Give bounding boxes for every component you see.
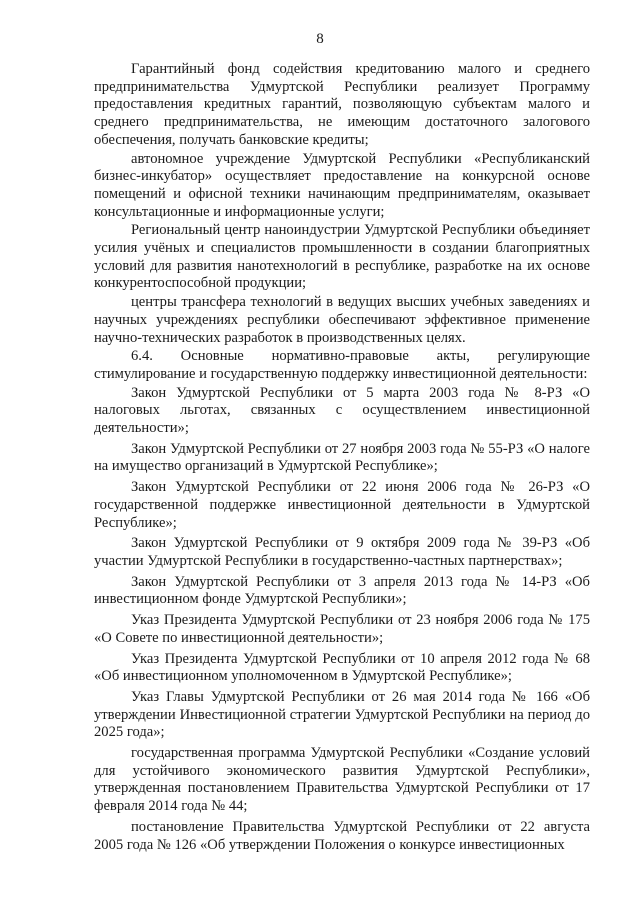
list-item-decree-68: Указ Президента Удмуртской Республики от 10 апреля 2012 года № 68 «Об инвестиционном уполномоченном в Удмуртской Республике»; — [94, 650, 590, 685]
list-item-law-39-rz: Закон Удмуртской Республики от 9 октября 2009 года № 39-РЗ «Об участии Удмуртской Республики в государственно-частных партнерствах»; — [94, 535, 590, 569]
list-item-law-14-rz: Закон Удмуртской Республики от 3 апреля 2013 года № 14-РЗ «Об инвестиционном фонде Удмуртской Республики»; — [94, 573, 590, 608]
list-item-law-55-rz: Закон Удмуртской Республики от 27 ноября 2003 года № 55-РЗ «О налоге на имущество организаций в Удмуртской Республике»; — [94, 440, 590, 475]
list-item-law-26-rz: Закон Удмуртской Республики от 22 июня 2006 года № 26-РЗ «О государственной поддержке инвестиционной деятельности в Удмуртской Республике»; — [94, 479, 590, 531]
document-body — [94, 61, 590, 854]
list-item-resolution-126: постановление Правительства Удмуртской Республики от 22 августа 2005 года № 126 «Об утверждении Положения о конкурсе инвестиционных — [94, 818, 590, 853]
list-item-law-8-rz: Закон Удмуртской Республики от 5 марта 2003 года № 8-РЗ «О налоговых льготах, связанных с осуществлением инвестиционной деятельности»; — [94, 384, 590, 437]
list-item-decree-175: Указ Президента Удмуртской Республики от 23 ноября 2006 года № 175 «О Совете по инвестиционной деятельности»; — [94, 612, 590, 646]
list-item-decree-166: Указ Главы Удмуртской Республики от 26 мая 2014 года № 166 «Об утверждении Инвестиционной стратегии Удмуртской Республики на период до 2025 года»; — [94, 688, 590, 741]
paragraph-guarantee-fund: Гарантийный фонд содействия кредитованию малого и среднего предпринимательства Удмуртской Республики реализует Программу предоставления кредитных гарантий, позволяющую субъектам малого и среднего предпринимательства, не имеющим достаточного залогового обеспечения, получать банковские кредиты; — [94, 61, 590, 148]
paragraph-nanoindustry-center: Региональный центр наноиндустрии Удмуртской Республики объединяет усилия учёных и специалистов промышленности в создании благоприятных условий для развития нанотехнологий в республике, разработке на их основе конкурентоспособной продукции; — [94, 222, 590, 292]
section-heading-6-4: 6.4. Основные нормативно-правовые акты, регулирующие стимулирование и государственную поддержку инвестиционной деятельности: — [94, 348, 590, 382]
paragraph-business-incubator: автономное учреждение Удмуртской Республики «Республиканский бизнес-инкубатор» осуществляет предоставление на конкурсной основе помещений и офисной техники начинающим предпринимателям, оказывает консультационные и информационные услуги; — [94, 150, 590, 220]
paragraph-technology-transfer: центры трансфера технологий в ведущих высших учебных заведениях и научных учреждениях республики обеспечивают эффективное применение научно-технических разработок в производственных целях. — [94, 294, 590, 346]
page-number: 8 — [316, 31, 324, 47]
list-item-state-program: государственная программа Удмуртской Республики «Создание условий для устойчивого экономического развития Удмуртской Республики», утвержденная постановлением Правительства Удмуртской Республики от 17 февраля 2014 года № 44; — [94, 745, 590, 815]
